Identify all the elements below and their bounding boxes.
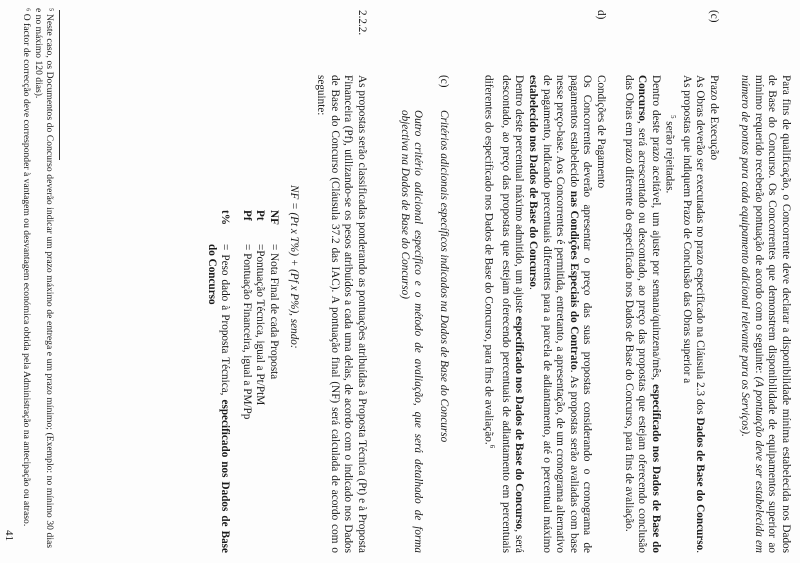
- section-d-body: Condições de Pagamento Os Concorrentes deverão apresentar o preço das suas propostas considerando o cronograma de pagamentos estabelecido nas Condições Especiais do Contrato. As propostas serão avaliadas com base nesse preço-base. Aos Concorrentes é permitida, entretanto, a apresentação, de um cronograma alternativo de pagamento, indicando percentuais diferentes para a parcela de adiantamento, até o percentual máximo estabelecido nos Dados de Base do Concurso. Dentro deste percentual máximo admitido, um ajuste especificado nos Dados de Base do Concurso, será descontado, ao preço das propostas que estejam oferecendo percentuais de adiantamento em percentuais diferentes do especificado nos Dados de Base do Concurso, para fins de avaliação.$^6$: [482, 75, 607, 553]
- page-number: 41: [3, 530, 15, 541]
- section-c2-body: [397, 110, 450, 553]
- definition-row: NF = Nota Final de cada Proposta: [268, 210, 280, 380]
- section-222-number: 2.2.2.: [356, 10, 368, 36]
- qualification-paragraph: [738, 75, 792, 553]
- section-c-body: Prazo de Execução As Obras deverão ser executadas no prazo especificado na Cláusula 2.3 dos Dados de Base do Concurso. As propostas que indiquem Prazo de Conclusão das Obras superior a $^5$ serão rejeitadas. Dentro deste prazo aceitável, um ajuste por semana/quinzena/mês, especificado nos Dados de Base do Concurso, será acrescentado ou descontado, ao preço das propostas que estejam oferecendo conclusão das Obras em prazo diferente do especificado nos Dados de Base do Concurso, para fins de avaliação.: [622, 75, 720, 554]
- definition-row: Pf = Pontuação Financeira, igual a PM/Pp: [240, 210, 253, 420]
- footnote-rule: [59, 10, 60, 160]
- section-c2-label: (c): [438, 75, 450, 88]
- section-c-label: (c): [708, 10, 720, 23]
- qualification-text: Para fins de qualificação, o Concorrente deve declarar a disponibilidade mínima estabelecida nos Dados de Base do Concurso. Os Concorrentes que demonstrem disponibilidade de equipamentos superior ao mínimo requerido receberão pontuação de acordo com o seguinte:: [752, 75, 792, 553]
- definition-row: Pt =Pontuação Técnica, igual a Pt/PtM: [254, 210, 267, 406]
- formula-definitions: [204, 210, 280, 553]
- qualification-note: (A pontuação deve ser estabelecida em número de pontos para cada equipamento adicional relevante para os Serviços).: [739, 75, 765, 554]
- section-c-heading: Prazo de Execução: [708, 75, 720, 161]
- footnote-ref-5: 5: [669, 115, 678, 119]
- footnote-5: ⁵ Neste caso, os Documentos do Concurso deverão indicar um prazo máximo de entrega e um prazo mínimo; (Exemplo: no mínimo 30 dias e no máximo 120 dias).: [32, 8, 55, 548]
- section-c2-text: Outro critério adicional específico e o método de avaliação, que será detalhado de forma objectiva na Dados de Base do Concurso): [398, 110, 425, 553]
- footnote-ref-6: 6: [488, 444, 497, 449]
- section-d-label: d): [595, 10, 607, 20]
- section-c2-heading: Critérios adicionais específicos indicados na Dados de Base do Concurso: [438, 110, 450, 443]
- definition-row: t% = Peso dado à Proposta Técnica, especificado nos Dados de Base do Concurso: [205, 210, 232, 553]
- section-d-heading: Condições de Pagamento: [595, 75, 607, 189]
- formula-line: NF = (Pt x T%) + (Pf x P%), sendo:: [288, 185, 300, 349]
- section-222-text: As propostas serão classificadas ponderando as pontuações atribuídas à Proposta Técnica (Pt) e à Proposta Financeira (Pf), utilizando-se os pesos atribuídos a cada uma delas, de acordo com o indicado nos Dados de Base do Concurso (Cláusula 37.2 das IAC). A pontuação final (NF) será calculada de acordo com o seguinte:: [315, 75, 368, 553]
- footnote-6: ⁶ O factor de correcção deve corresponder à vantagem ou desvantagem económica obtida pela Administração na antecipação ou atraso.: [21, 8, 32, 527]
